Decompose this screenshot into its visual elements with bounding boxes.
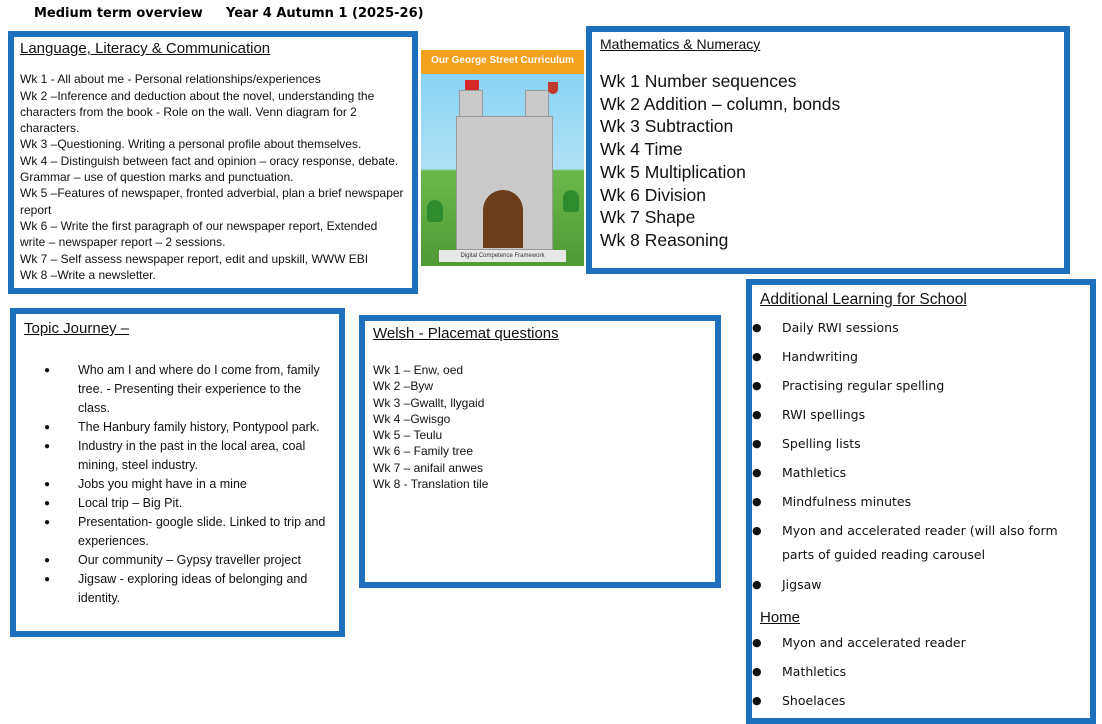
literacy-line: Wk 1 - All about me - Personal relationships/experiences xyxy=(20,72,321,87)
maths-line: Wk 3 Subtraction xyxy=(600,116,734,137)
topic-item: ● The Hanbury family history, Pontypool park. xyxy=(78,418,331,437)
welsh-box xyxy=(359,315,721,588)
school-item: ● Spelling lists xyxy=(782,429,1082,458)
poster-banner: Our George Street Curriculum xyxy=(421,50,584,74)
topic-item: ● Presentation- google slide. Linked to trip and experiences. xyxy=(78,513,331,551)
topic-item: ● Who am I and where do I come from, family tree. - Presenting their experience to the class. xyxy=(78,361,331,418)
welsh-line: Wk 8 - Translation tile xyxy=(373,477,489,492)
maths-line: Wk 6 Division xyxy=(600,184,706,205)
literacy-line: Wk 3 –Questioning. Writing a personal profile about themselves. xyxy=(20,137,362,152)
home-item: ● Mathletics xyxy=(782,657,1082,686)
topic-item: ● Industry in the past in the local area, coal mining, steel industry. xyxy=(78,437,331,475)
maths-box xyxy=(586,26,1070,274)
welsh-line: Wk 3 –Gwallt, llygaid xyxy=(373,395,485,410)
maths-title: Mathematics & Numeracy xyxy=(600,36,761,52)
school-list xyxy=(760,313,1082,599)
school-item: ● Mindfulness minutes xyxy=(782,487,1082,516)
literacy-line: Wk 6 – Write the first paragraph of our newspaper report, Extended xyxy=(20,218,378,233)
maths-line: Wk 1 Number sequences xyxy=(600,71,797,91)
curriculum-poster-image xyxy=(421,50,584,266)
school-item: ● Practising regular spelling xyxy=(782,371,1082,400)
literacy-line: Wk 7 – Self assess newspaper report, edit and upskill, WWW EBI xyxy=(20,251,369,266)
literacy-line: Wk 5 –Features of newspaper, fronted adverbial, plan a brief newspaper xyxy=(20,186,404,201)
additional-title: Additional Learning for School xyxy=(760,291,967,308)
school-item: ● Handwriting xyxy=(782,342,1082,371)
castle-door xyxy=(483,190,523,248)
maths-line: Wk 5 Multiplication xyxy=(600,161,746,182)
welsh-line: Wk 4 –Gwisgo xyxy=(373,411,451,426)
literacy-line: report xyxy=(20,202,52,217)
maths-line: Wk 4 Time xyxy=(600,139,683,160)
literacy-box xyxy=(8,31,418,294)
topic-item: ● Our community – Gypsy traveller project xyxy=(78,551,331,570)
home-list xyxy=(760,628,1082,715)
topic-list xyxy=(24,361,331,608)
literacy-line: characters from the book - Role on the wall. Venn diagram for 2 xyxy=(20,104,357,119)
header-term: Year 4 Autumn 1 (2025-26) xyxy=(226,6,424,21)
welsh-title: Welsh - Placemat questions xyxy=(373,325,559,342)
literacy-line: Wk 4 – Distinguish between fact and opinion – oracy response, debate. xyxy=(20,153,399,168)
school-item: ● RWI spellings xyxy=(782,400,1082,429)
shield-icon xyxy=(548,82,558,94)
topic-title: Topic Journey – xyxy=(24,320,130,337)
literacy-line: Wk 2 –Inference and deduction about the novel, understanding the xyxy=(20,88,375,103)
home-item: ● Myon and accelerated reader xyxy=(782,628,1082,657)
topic-item: ● Jigsaw - exploring ideas of belonging and identity. xyxy=(78,570,331,608)
welsh-line: Wk 2 –Byw xyxy=(373,379,434,394)
home-title: Home xyxy=(760,609,801,626)
school-item: ● Jigsaw xyxy=(782,570,1082,599)
school-item: ● Daily RWI sessions xyxy=(782,313,1082,342)
welsh-line: Wk 6 – Family tree xyxy=(373,444,474,459)
maths-line: Wk 8 Reasoning xyxy=(600,229,729,250)
topic-item: ● Local trip – Big Pit. xyxy=(78,494,331,513)
welsh-flag-icon xyxy=(465,80,479,90)
welsh-line: Wk 1 – Enw, oed xyxy=(373,363,464,377)
maths-line: Wk 7 Shape xyxy=(600,207,696,228)
poster-footer: Digital Competence Framework xyxy=(439,250,566,262)
home-item: ● Shoelaces xyxy=(782,686,1082,715)
topic-box xyxy=(10,308,345,637)
welsh-line: Wk 7 – anifail anwes xyxy=(373,460,484,475)
tree-icon xyxy=(563,190,579,212)
maths-line: Wk 2 Addition – column, bonds xyxy=(600,93,841,114)
topic-item: ● Jobs you might have in a mine xyxy=(78,475,331,494)
literacy-line: write – newspaper report – 2 sessions. xyxy=(20,235,226,250)
school-item: ● Myon and accelerated reader (will also form parts of guided reading carousel xyxy=(782,519,1082,567)
welsh-line: Wk 5 – Teulu xyxy=(373,428,443,443)
literacy-line: Grammar – use of question marks and punctuation. xyxy=(20,170,294,185)
header-title: Medium term overview xyxy=(34,6,203,21)
literacy-title: Language, Literacy & Communication xyxy=(20,40,271,57)
school-item: ● Mathletics xyxy=(782,458,1082,487)
literacy-line: characters. xyxy=(20,121,80,136)
literacy-line: Wk 8 –Write a newsletter. xyxy=(20,267,156,282)
tree-icon xyxy=(427,200,443,222)
additional-learning-box xyxy=(746,279,1096,724)
